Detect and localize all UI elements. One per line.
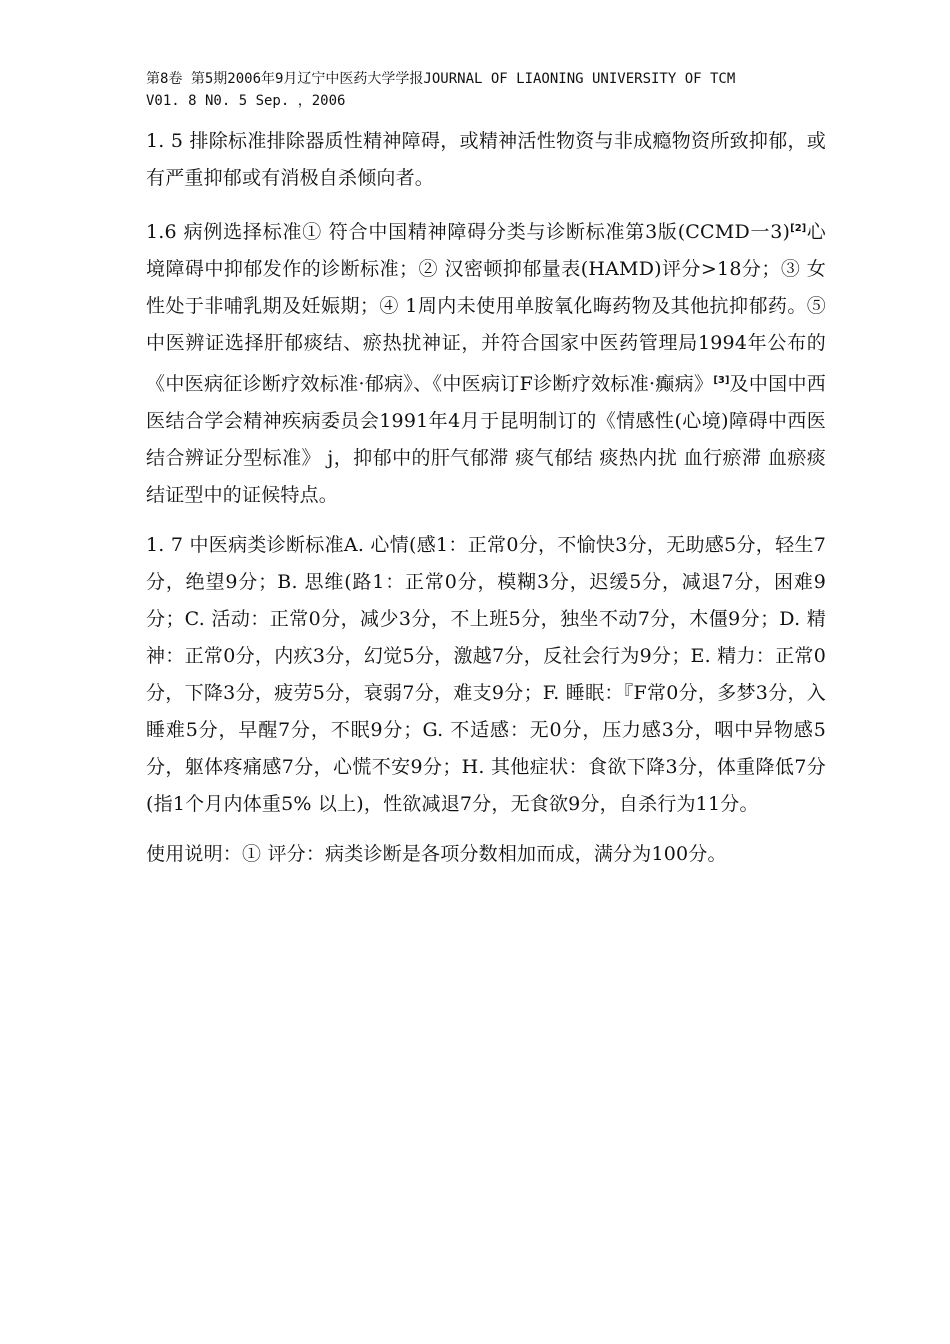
usage-instructions: 使用说明：① 评分：病类诊断是各项分数相加而成，满分为100分。 bbox=[146, 843, 727, 865]
section-1-6-text-part-3: 及中国中西医结合学会精神疾病委员会1991年4月于昆明制订的《情感性(心境)障碍中西医结合辨证分型标准》 j，抑郁中的肝气郁滞 痰气郁结 痰热内扰 血行瘀滞 血瘀痰结证型中的证候特点。 bbox=[146, 373, 826, 506]
journal-header-line-1: 第8卷 第5期2006年9月辽宁中医药大学学报JOURNAL OF LIAONING UNIVERSITY OF TCM bbox=[146, 71, 736, 87]
journal-header bbox=[146, 68, 846, 112]
section-1-6-text-part-1: 1.6 病例选择标准① 符合中国精神障碍分类与诊断标准第3版(CCMD一3) bbox=[146, 221, 791, 243]
section-1-6-text-part-2: 心境障碍中抑郁发作的诊断标准；② 汉密顿抑郁量表(HAMD)评分>18分；③ 女性处于非哺乳期及妊娠期；④ 1周内未使用单胺氧化晦药物及其他抗抑郁药。⑤ 中医辨证选择肝郁痰结、瘀热扰神证，并符合国家中医药管理局1994年公布的《中医病征诊断疗效标准·郁病》、《中医病订F诊断疗效标准·癫病》 bbox=[146, 221, 827, 395]
citation-marker-2: [2] bbox=[790, 223, 807, 234]
citation-marker-3: [3] bbox=[713, 375, 730, 386]
section-1-7-tcm-diagnostic-criteria: 1. 7 中医病类诊断标准A. 心情(感1：正常0分，不愉快3分，无助感5分，轻生7分，绝望9分；B. 思维(路1：正常0分，模糊3分，迟缓5分，减退7分，困难9分；C. 活动：正常0分，减少3分，不上班5分，独坐不动7分，木僵9分；D. 精神：正常0分，内疚3分，幻觉5分，激越7分，反社会行为9分；E. 精力：正常0分，下降3分，疲劳5分，衰弱7分，难支9分；F. 睡眠：『F常0分，多梦3分，入睡难5分，早醒7分，不眠9分；G. 不适感：无0分，压力感3分，咽中异物感5分，躯体疼痛感7分，心慌不安9分；H. 其他症状：食欲下降3分，体重降低7分(指1个月内体重5% 以上)，性欲减退7分，无食欲9分，自杀行为11分。 bbox=[146, 534, 826, 815]
journal-header-line-2: V01. 8 N0. 5 Sep. ，2006 bbox=[146, 93, 346, 109]
section-1-6-case-selection-criteria bbox=[146, 210, 826, 514]
article-body bbox=[146, 123, 826, 886]
section-1-5-exclusion-criteria: 1. 5 排除标准排除器质性精神障碍，或精神活性物资与非成瘾物资所致抑郁，或有严重抑郁或有消极自杀倾向者。 bbox=[146, 130, 826, 189]
